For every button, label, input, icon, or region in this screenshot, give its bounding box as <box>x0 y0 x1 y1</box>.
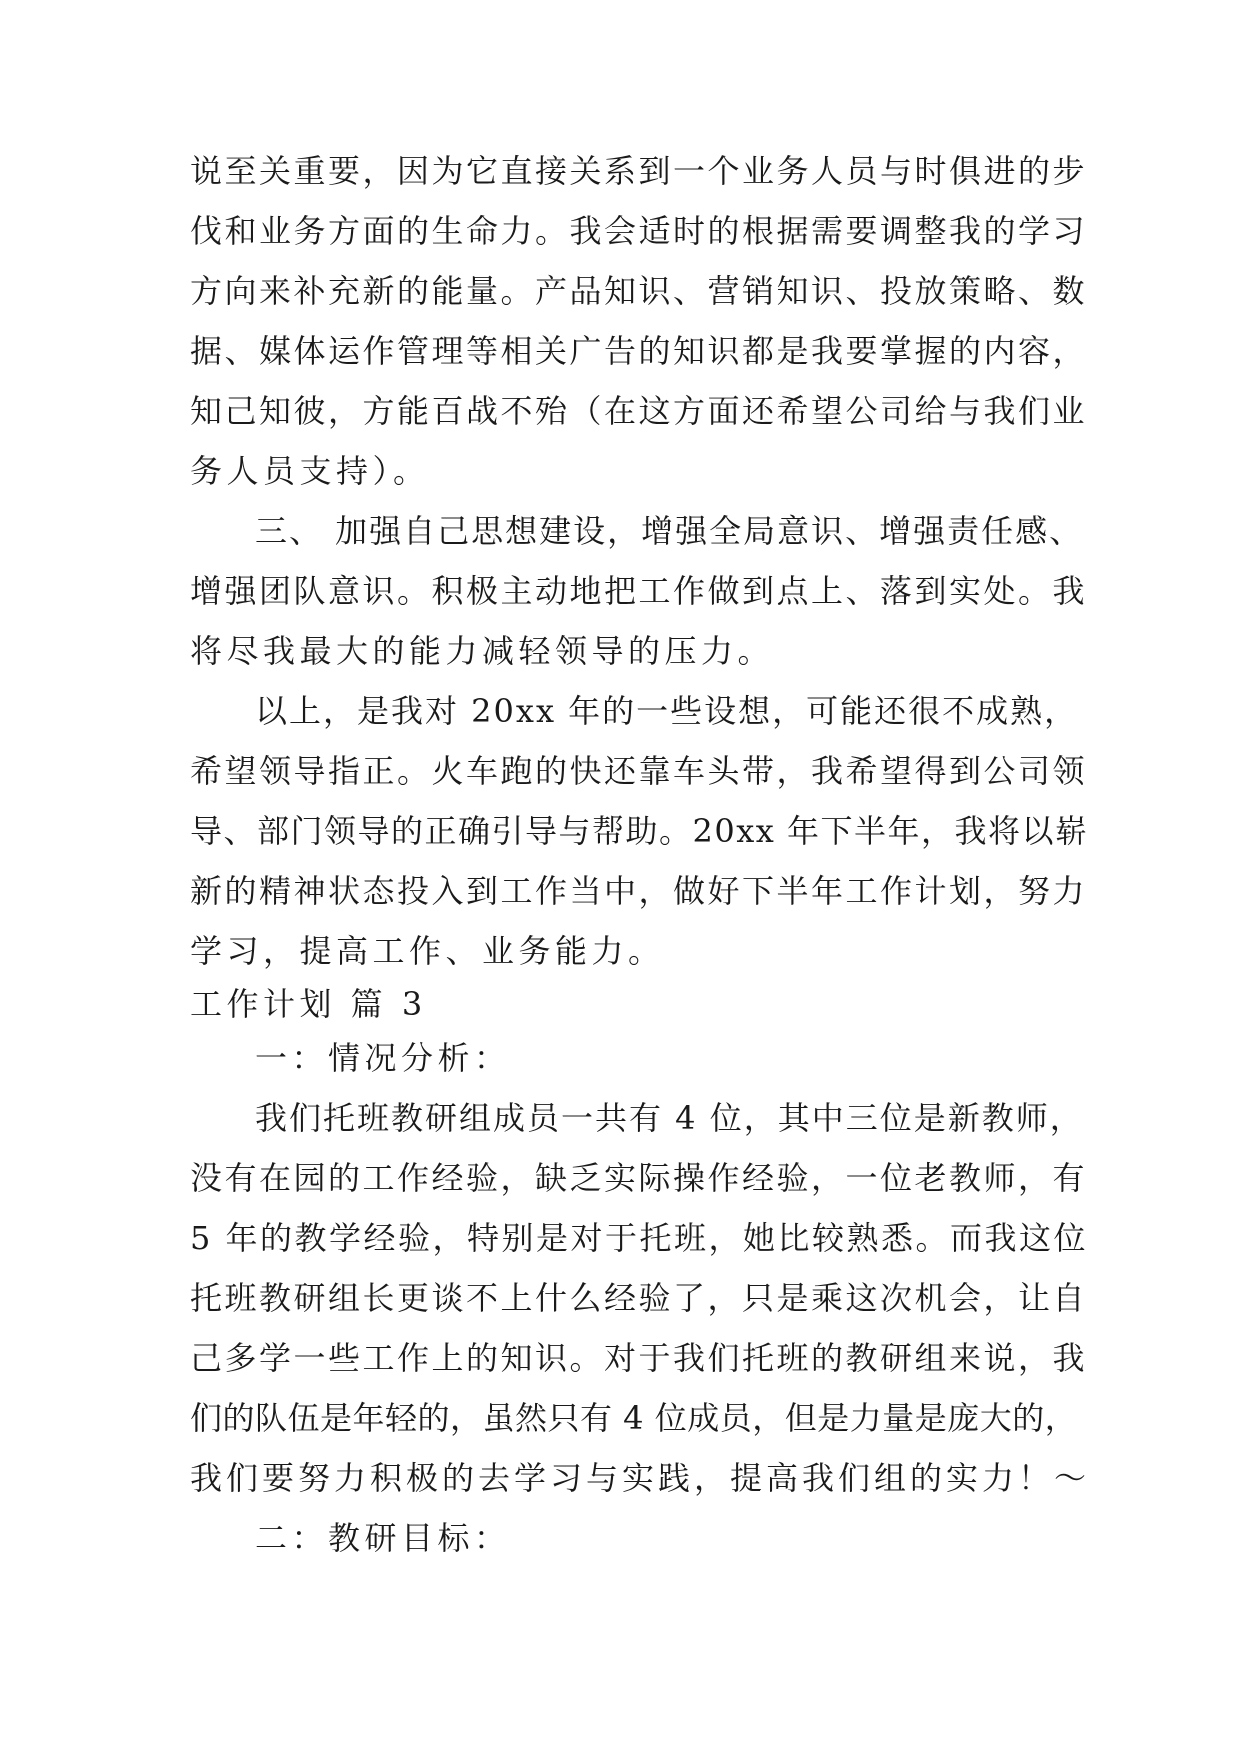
subsection-heading: 二：教研目标： <box>255 1519 511 1557</box>
paragraph-line: 学习，提高工作、业务能力。 <box>190 932 665 970</box>
paragraph-line: 据、媒体运作管理等相关广告的知识都是我要掌握的内容， <box>190 332 1088 370</box>
paragraph-line: 以上，是我对 20xx 年的一些设想，可能还很不成熟， <box>255 692 1079 730</box>
paragraph-line: 知己知彼，方能百战不殆（在这方面还希望公司给与我们业 <box>190 392 1088 430</box>
section-heading: 工作计划 篇 3 <box>190 985 427 1023</box>
paragraph-line: 新的精神状态投入到工作当中，做好下半年工作计划，努力 <box>190 872 1088 910</box>
paragraph-line: 们的队伍是年轻的，虽然只有 4 位成员，但是力量是庞大的， <box>190 1399 1078 1437</box>
paragraph-line: 己多学一些工作上的知识。对于我们托班的教研组来说，我 <box>190 1339 1088 1377</box>
paragraph-line: 将尽我最大的能力减轻领导的压力。 <box>190 632 775 670</box>
paragraph-line: 希望领导指正。火车跑的快还靠车头带，我希望得到公司领 <box>190 752 1088 790</box>
paragraph-line: 托班教研组长更谈不上什么经验了，只是乘这次机会，让自 <box>190 1279 1088 1317</box>
paragraph-line: 导、部门领导的正确引导与帮助。20xx 年下半年，我将以崭 <box>190 812 1089 850</box>
paragraph-line: 增强团队意识。积极主动地把工作做到点上、落到实处。我 <box>190 572 1088 610</box>
paragraph-line: 务人员支持）。 <box>190 452 430 490</box>
paragraph-line: 没有在园的工作经验，缺乏实际操作经验，一位老教师，有 <box>190 1159 1088 1197</box>
paragraph-line: 三、 加强自己思想建设，增强全局意识、增强责任感、 <box>255 512 1084 550</box>
paragraph-line: 伐和业务方面的生命力。我会适时的根据需要调整我的学习 <box>190 212 1088 250</box>
paragraph-line: 我们托班教研组成员一共有 4 位，其中三位是新教师， <box>255 1099 1084 1137</box>
paragraph-line: 说至关重要，因为它直接关系到一个业务人员与时俱进的步 <box>190 152 1088 190</box>
paragraph-line: 我们要努力积极的去学习与实践，提高我们组的实力！～ <box>190 1459 1091 1497</box>
paragraph-line: 方向来补充新的能量。产品知识、营销知识、投放策略、数 <box>190 272 1088 310</box>
subsection-heading: 一：情况分析： <box>255 1039 511 1077</box>
paragraph-line: 5 年的教学经验，特别是对于托班，她比较熟悉。而我这位 <box>190 1219 1089 1257</box>
